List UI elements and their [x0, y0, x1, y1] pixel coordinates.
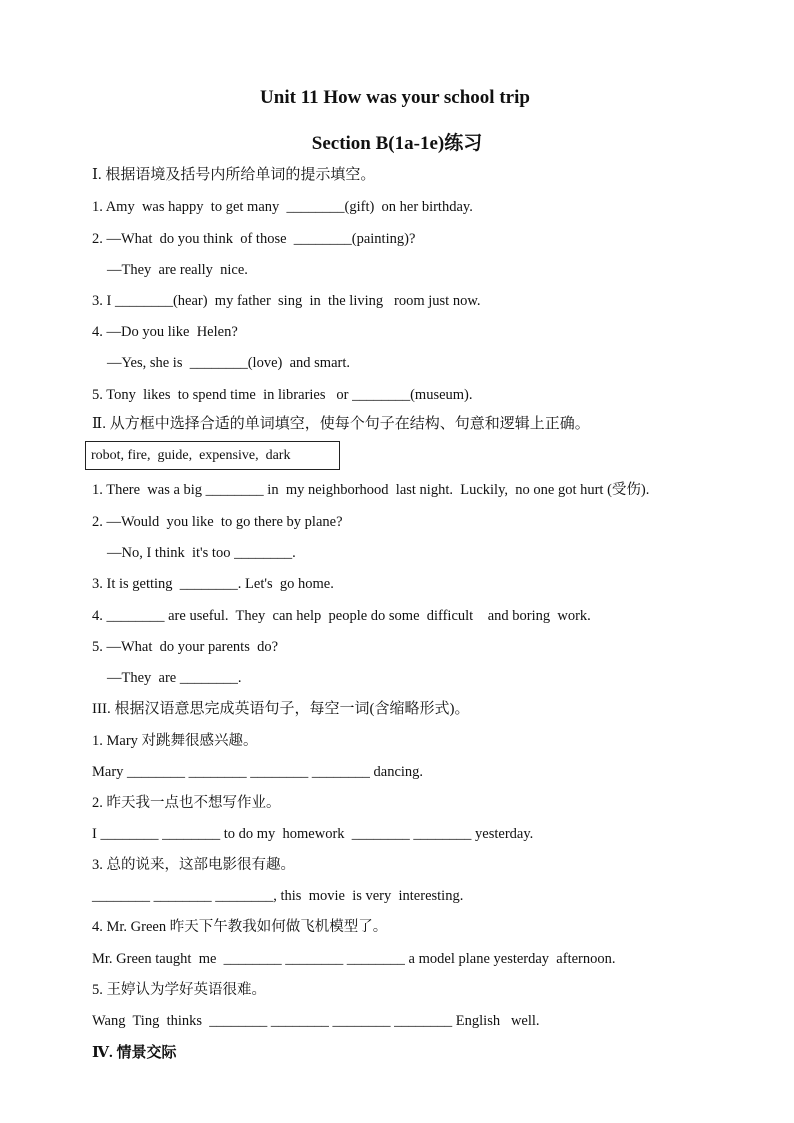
section-3-prompt-3: 3. 总的说来，这部电影很有趣。 — [92, 857, 295, 873]
section-1-question-2-answer: —They are really nice. — [107, 262, 248, 278]
section-2-question-2-answer: —No, I think it's too ________. — [107, 545, 296, 561]
section-2-heading: Ⅱ. 从方框中选择合适的单词填空，使每个句子在结构、句意和逻辑上正确。 — [92, 416, 590, 432]
section-3-heading: III. 根据汉语意思完成英语句子，每空一词(含缩略形式)。 — [92, 701, 470, 717]
section-3-prompt-1: 1. Mary 对跳舞很感兴趣。 — [92, 733, 258, 749]
section-3-prompt-2: 2. 昨天我一点也不想写作业。 — [92, 795, 281, 811]
section-1-question-2: 2. —What do you think of those ________(painting)? — [92, 231, 416, 247]
word-box-words: robot, fire, guide, expensive, dark — [91, 448, 291, 463]
section-3-prompt-4: 4. Mr. Green 昨天下午教我如何做飞机模型了。 — [92, 919, 388, 935]
section-1-question-4-answer: —Yes, she is ________(love) and smart. — [107, 355, 350, 371]
section-2-question-5-answer: —They are ________. — [107, 670, 242, 686]
section-1-heading: Ⅰ. 根据语境及括号内所给单词的提示填空。 — [92, 167, 376, 183]
section-3-answer-2: I ________ ________ to do my homework ________ ________ yesterday. — [92, 826, 534, 842]
section-1-question-3: 3. I ________(hear) my father sing in the living room just now. — [92, 293, 481, 309]
section-3-answer-4: Mr. Green taught me ________ ________ ________ a model plane yesterday afternoon. — [92, 951, 616, 967]
section-2-question-1: 1. There was a big ________ in my neighborhood last night. Luckily, no one got hurt (受伤). — [92, 482, 650, 498]
section-2-question-2: 2. —Would you like to go there by plane? — [92, 514, 343, 530]
section-1-question-4: 4. —Do you like Helen? — [92, 324, 238, 340]
section-4-heading: Ⅳ. 情景交际 — [92, 1045, 177, 1061]
section-2-question-5: 5. —What do your parents do? — [92, 639, 279, 655]
section-2-question-3: 3. It is getting ________. Let's go home. — [92, 576, 334, 592]
section-3-answer-3: ________ ________ ________, this movie is very interesting. — [92, 888, 464, 904]
section-3-answer-5: Wang Ting thinks ________ ________ ________ ________ English well. — [92, 1013, 540, 1029]
section-1-question-5: 5. Tony likes to spend time in libraries or ________(museum). — [92, 387, 473, 403]
section-1-question-1: 1. Amy was happy to get many ________(gift) on her birthday. — [92, 199, 473, 215]
page-subtitle: Section B(1a-1e)练习 — [311, 133, 483, 154]
section-3-prompt-5: 5. 王婷认为学好英语很难。 — [92, 982, 266, 998]
page-title: Unit 11 How was your school trip — [260, 87, 530, 108]
section-2-question-4: 4. ________ are useful. They can help people do some difficult and boring work. — [92, 608, 591, 624]
section-3-answer-1: Mary ________ ________ ________ ________ dancing. — [92, 764, 424, 780]
word-box — [85, 441, 340, 470]
